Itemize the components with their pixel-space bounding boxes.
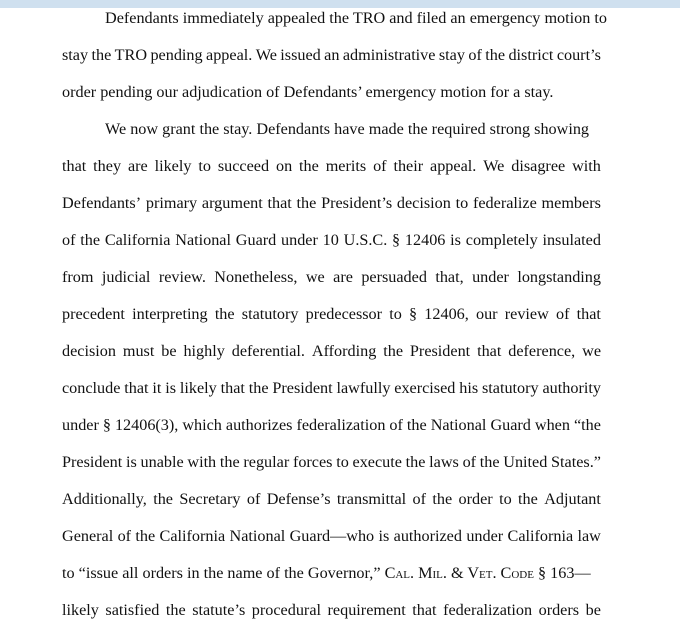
word: that (124, 379, 149, 397)
word: statutory (481, 379, 539, 397)
word: predecessor (305, 305, 383, 323)
word: an (324, 46, 340, 64)
word: we (582, 342, 601, 360)
word: argument (201, 194, 263, 212)
word: court’s (556, 46, 601, 64)
word: statutory (241, 305, 299, 323)
word: that (62, 157, 87, 175)
text-line (62, 296, 601, 333)
word: decision (62, 342, 116, 360)
word: are (127, 157, 148, 175)
word: lawfully (336, 379, 391, 397)
word: pending (150, 46, 203, 64)
word: § (409, 305, 418, 323)
word: Defense’s (266, 490, 331, 508)
word: 12406, (424, 305, 469, 323)
word: United (503, 453, 548, 471)
word: to (455, 194, 469, 212)
word: the (518, 490, 538, 508)
text-line (62, 148, 601, 185)
word: that (412, 601, 437, 619)
word: authorized (393, 527, 462, 545)
word: President (62, 453, 123, 471)
word: that (576, 305, 601, 323)
word: be (585, 601, 601, 619)
word: of (62, 231, 76, 249)
word: forces (292, 453, 333, 471)
paragraph-grant-stay (62, 111, 601, 629)
word: issued (280, 46, 321, 64)
word: President’s (321, 194, 393, 212)
word: requirement (327, 601, 406, 619)
word: longstanding (517, 268, 601, 286)
text-line (62, 592, 601, 629)
word: stay (62, 46, 89, 64)
word: primary (145, 194, 198, 212)
word: is (450, 231, 461, 249)
word: highly (183, 342, 225, 360)
text-line (62, 518, 601, 555)
word: persuaded (361, 268, 427, 286)
word: stay (438, 46, 465, 64)
word: district (508, 46, 554, 64)
word: California (104, 231, 171, 249)
word: precedent (62, 305, 125, 323)
word: 10 (322, 231, 339, 249)
word: order (458, 490, 493, 508)
word: federalization (296, 416, 386, 434)
word: Affording (311, 342, 377, 360)
word: is (378, 527, 390, 545)
word: that, (435, 268, 464, 286)
word: of (117, 527, 132, 545)
word: disagree (511, 157, 566, 175)
statute-citation: Cal. Mil. & Vet. Code (384, 564, 534, 582)
word: likely (179, 379, 217, 397)
word: 12406(3), (114, 416, 179, 434)
word: the (485, 46, 506, 64)
word: insulated (542, 231, 601, 249)
word: transmittal (336, 490, 407, 508)
word: authority (542, 379, 601, 397)
word: that (220, 379, 245, 397)
word: is (125, 453, 137, 471)
word: regular (243, 453, 290, 471)
word: the (296, 194, 317, 212)
text-line: order pending our adjudication of Defendants’ emergency motion for a stay. (62, 83, 554, 101)
word: the (135, 527, 156, 545)
word: Secretary (179, 490, 241, 508)
word: U.S.C. (343, 231, 388, 249)
word: federalize (472, 194, 537, 212)
word: decision (396, 194, 451, 212)
word: California (159, 527, 226, 545)
word: the (406, 416, 427, 434)
word: the (405, 453, 426, 471)
word: deference, (508, 342, 576, 360)
word: be (161, 342, 177, 360)
word: merits (325, 157, 367, 175)
word: to (389, 305, 402, 323)
word: the (383, 342, 404, 360)
word: that (477, 342, 502, 360)
word: National (175, 231, 231, 249)
word: satisfied (105, 601, 160, 619)
word: We (255, 46, 277, 64)
word: the (299, 157, 319, 175)
word: that (267, 194, 292, 212)
word: likely (62, 601, 99, 619)
word: under (62, 416, 99, 434)
word: are (333, 268, 353, 286)
word: which (182, 416, 222, 434)
citation-line (62, 555, 601, 592)
word: President (272, 379, 333, 397)
word: completely (465, 231, 538, 249)
word: when (534, 416, 570, 434)
word: federalization (443, 601, 533, 619)
text-line (62, 37, 601, 74)
text-line: Defendants immediately appealed the TRO and filed an emergency motion to (105, 9, 607, 27)
word: under (472, 268, 509, 286)
word: of (555, 305, 570, 323)
word: judicial (101, 268, 151, 286)
word: the (80, 231, 101, 249)
word: statute’s (192, 601, 246, 619)
word: General (62, 527, 114, 545)
word: under (466, 527, 504, 545)
document-page (62, 0, 607, 629)
word: President (409, 342, 471, 360)
word: review. (158, 268, 206, 286)
word: review (504, 305, 549, 323)
word: Adjutant (544, 490, 601, 508)
word: they (93, 157, 122, 175)
word: our (475, 305, 498, 323)
word: conclude (62, 379, 121, 397)
word: law (577, 527, 601, 545)
word: administrative (342, 46, 436, 64)
word: the (91, 46, 112, 64)
citation-before: to “issue all orders in the name of the Governor,” (62, 564, 381, 582)
word: § (392, 231, 401, 249)
word: must (122, 342, 155, 360)
word: the (165, 601, 186, 619)
word: is (165, 379, 177, 397)
word: Guard (235, 231, 277, 249)
word: orders (538, 601, 580, 619)
word: exercised (394, 379, 456, 397)
word: National (229, 527, 286, 545)
word: the (248, 379, 269, 397)
word: laws (429, 453, 459, 471)
word: § (102, 416, 111, 434)
word: from (62, 268, 94, 286)
word: States.” (551, 453, 601, 471)
text-line (62, 444, 601, 481)
word: of (462, 453, 477, 471)
word: “the (573, 416, 601, 434)
word: we (305, 268, 325, 286)
word: authorizes (225, 416, 293, 434)
word: appeal. (206, 46, 253, 64)
word: to (198, 157, 211, 175)
text-line (62, 259, 601, 296)
text-line (62, 370, 601, 407)
word: likely (154, 157, 192, 175)
text-line (62, 185, 601, 222)
word: members (541, 194, 601, 212)
word: Defendants’ (62, 194, 142, 212)
word: of (412, 490, 427, 508)
word: deferential. (231, 342, 305, 360)
word: of (246, 490, 261, 508)
text-line (62, 481, 601, 518)
word: succeed (217, 157, 270, 175)
word: their (393, 157, 424, 175)
word: his (459, 379, 479, 397)
word: 12406 (404, 231, 446, 249)
text-line: We now grant the stay. Defendants have made the required strong showing (105, 120, 590, 138)
word: Guard—who (289, 527, 375, 545)
word: with (187, 453, 217, 471)
text-line (62, 407, 601, 444)
word: Guard (490, 416, 531, 434)
word: procedural (251, 601, 322, 619)
word: under (281, 231, 318, 249)
word: National (430, 416, 487, 434)
word: execute (352, 453, 402, 471)
text-line (62, 333, 601, 370)
citation-after: § 163— (538, 564, 591, 582)
word: on (275, 157, 293, 175)
word: the (432, 490, 453, 508)
word: We (483, 157, 505, 175)
word: of (468, 46, 482, 64)
word: TRO (114, 46, 148, 64)
text-line (62, 222, 601, 259)
word: Nonetheless, (214, 268, 298, 286)
word: unable (140, 453, 184, 471)
word: to (336, 453, 349, 471)
word: California (507, 527, 574, 545)
paragraph-stay-motion (62, 0, 607, 111)
word: appeal. (430, 157, 477, 175)
word: the (214, 305, 235, 323)
word: the (153, 490, 173, 508)
word: the (479, 453, 500, 471)
word: of (389, 416, 403, 434)
word: the (219, 453, 240, 471)
word: to (499, 490, 512, 508)
word: Additionally, (62, 490, 147, 508)
word: it (152, 379, 162, 397)
word: interpreting (132, 305, 208, 323)
word: with (572, 157, 601, 175)
word: of (373, 157, 387, 175)
